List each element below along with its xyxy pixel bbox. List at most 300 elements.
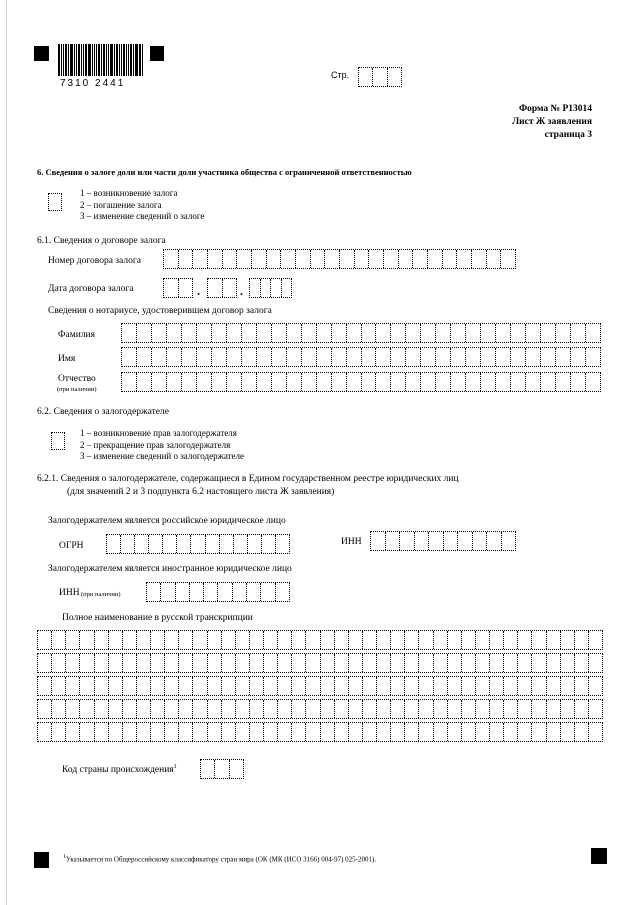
input-cell[interactable] [151, 723, 165, 741]
input-cell[interactable] [52, 654, 66, 672]
input-cell[interactable] [179, 631, 193, 649]
input-cell[interactable] [66, 700, 80, 718]
input-cell[interactable] [405, 677, 419, 695]
input-cell[interactable] [306, 700, 320, 718]
input-cell[interactable] [179, 677, 193, 695]
input-cell[interactable] [80, 631, 94, 649]
input-cell[interactable] [405, 700, 419, 718]
input-cell[interactable] [526, 324, 541, 342]
input-cell[interactable] [317, 324, 332, 342]
input-cell[interactable] [349, 677, 363, 695]
input-cell[interactable] [95, 631, 109, 649]
input-cell[interactable] [193, 723, 207, 741]
fullname-field-row-1[interactable] [37, 630, 603, 650]
input-cell[interactable] [222, 677, 236, 695]
input-cell[interactable] [137, 723, 151, 741]
input-cell[interactable] [222, 631, 236, 649]
input-cell[interactable] [490, 723, 504, 741]
input-cell[interactable] [151, 631, 165, 649]
input-cell[interactable] [571, 373, 586, 391]
input-cell[interactable] [541, 324, 556, 342]
input-cell[interactable] [95, 723, 109, 741]
input-cell[interactable] [332, 324, 347, 342]
input-cell[interactable] [208, 654, 222, 672]
input-cell[interactable] [292, 654, 306, 672]
input-cell[interactable] [250, 700, 264, 718]
input-cell[interactable] [362, 324, 377, 342]
page-number-field[interactable] [358, 67, 402, 87]
input-cell[interactable] [575, 631, 589, 649]
input-cell[interactable] [109, 631, 123, 649]
input-cell[interactable] [391, 348, 406, 366]
input-cell[interactable] [556, 373, 571, 391]
notary-patronymic-field[interactable] [121, 372, 601, 392]
input-cell[interactable] [242, 348, 257, 366]
input-cell[interactable] [107, 535, 121, 553]
input-cell[interactable] [575, 677, 589, 695]
input-cell[interactable] [561, 700, 575, 718]
input-cell[interactable] [236, 700, 250, 718]
input-cell[interactable] [250, 654, 264, 672]
input-cell[interactable] [504, 700, 518, 718]
input-cell[interactable] [264, 700, 278, 718]
input-cell[interactable] [236, 631, 250, 649]
input-cell[interactable] [376, 324, 391, 342]
input-cell[interactable] [496, 348, 511, 366]
input-cell[interactable] [278, 723, 292, 741]
input-cell[interactable] [448, 677, 462, 695]
input-cell[interactable] [490, 631, 504, 649]
input-cell[interactable] [575, 700, 589, 718]
input-cell[interactable] [257, 373, 272, 391]
input-cell[interactable] [496, 373, 511, 391]
input-cell[interactable] [190, 583, 204, 601]
input-cell[interactable] [518, 723, 532, 741]
input-cell[interactable] [122, 324, 137, 342]
input-cell[interactable] [363, 700, 377, 718]
fullname-field-row-5[interactable] [37, 722, 603, 742]
input-cell[interactable] [332, 348, 347, 366]
input-cell[interactable] [391, 631, 405, 649]
input-cell[interactable] [193, 654, 207, 672]
input-cell[interactable] [212, 373, 227, 391]
input-cell[interactable] [151, 677, 165, 695]
input-cell[interactable] [502, 532, 516, 550]
input-cell[interactable] [201, 760, 215, 778]
input-cell[interactable] [165, 631, 179, 649]
notary-surname-field[interactable] [121, 323, 601, 343]
input-cell[interactable] [526, 348, 541, 366]
input-cell[interactable] [466, 348, 481, 366]
input-cell[interactable] [208, 700, 222, 718]
input-cell[interactable] [363, 631, 377, 649]
input-cell[interactable] [167, 348, 182, 366]
input-cell[interactable] [137, 700, 151, 718]
input-cell[interactable] [252, 250, 267, 268]
input-cell[interactable] [321, 723, 335, 741]
input-cell[interactable] [405, 654, 419, 672]
input-cell[interactable] [257, 324, 272, 342]
input-cell[interactable] [95, 700, 109, 718]
input-cell[interactable] [355, 250, 370, 268]
input-cell[interactable] [182, 348, 197, 366]
input-cell[interactable] [121, 535, 135, 553]
input-cell[interactable] [179, 723, 193, 741]
input-cell[interactable] [496, 324, 511, 342]
input-cell[interactable] [292, 677, 306, 695]
input-cell[interactable] [541, 348, 556, 366]
input-cell[interactable] [349, 631, 363, 649]
input-cell[interactable] [80, 723, 94, 741]
input-cell[interactable] [589, 654, 602, 672]
input-cell[interactable] [547, 677, 561, 695]
input-cell[interactable] [222, 700, 236, 718]
input-cell[interactable] [371, 532, 386, 550]
input-cell[interactable] [317, 373, 332, 391]
input-cell[interactable] [429, 532, 444, 550]
pledge-type-checkbox[interactable] [48, 193, 62, 211]
input-cell[interactable] [250, 279, 261, 297]
input-cell[interactable] [487, 250, 502, 268]
input-cell[interactable] [242, 324, 257, 342]
input-cell[interactable] [242, 373, 257, 391]
input-cell[interactable] [481, 373, 496, 391]
input-cell[interactable] [532, 631, 546, 649]
input-cell[interactable] [561, 631, 575, 649]
input-cell[interactable] [419, 723, 433, 741]
input-cell[interactable] [123, 700, 137, 718]
input-cell[interactable] [212, 324, 227, 342]
input-cell[interactable] [556, 324, 571, 342]
contract-date-day[interactable] [163, 278, 193, 298]
input-cell[interactable] [490, 677, 504, 695]
input-cell[interactable] [448, 700, 462, 718]
input-cell[interactable] [434, 723, 448, 741]
input-cell[interactable] [262, 535, 276, 553]
input-cell[interactable] [321, 677, 335, 695]
input-cell[interactable] [147, 583, 161, 601]
input-cell[interactable] [264, 654, 278, 672]
input-cell[interactable] [458, 532, 473, 550]
input-cell[interactable] [462, 631, 476, 649]
input-cell[interactable] [197, 324, 212, 342]
input-cell[interactable] [264, 723, 278, 741]
input-cell[interactable] [227, 348, 242, 366]
input-cell[interactable] [335, 723, 349, 741]
input-cell[interactable] [419, 700, 433, 718]
input-cell[interactable] [481, 348, 496, 366]
input-cell[interactable] [278, 677, 292, 695]
input-cell[interactable] [419, 654, 433, 672]
input-cell[interactable] [236, 677, 250, 695]
input-cell[interactable] [227, 373, 242, 391]
input-cell[interactable] [466, 324, 481, 342]
inn-field[interactable] [370, 531, 516, 551]
input-cell[interactable] [163, 535, 177, 553]
input-cell[interactable] [164, 279, 179, 297]
input-cell[interactable] [302, 324, 317, 342]
input-cell[interactable] [38, 700, 52, 718]
input-cell[interactable] [434, 631, 448, 649]
input-cell[interactable] [165, 700, 179, 718]
input-cell[interactable] [501, 250, 515, 268]
input-cell[interactable] [487, 532, 502, 550]
input-cell[interactable] [436, 324, 451, 342]
input-cell[interactable] [406, 373, 421, 391]
input-cell[interactable] [428, 250, 443, 268]
input-cell[interactable] [80, 677, 94, 695]
input-cell[interactable] [490, 654, 504, 672]
input-cell[interactable] [376, 348, 391, 366]
input-cell[interactable] [38, 631, 52, 649]
input-cell[interactable] [220, 535, 234, 553]
input-cell[interactable] [208, 723, 222, 741]
input-cell[interactable] [248, 535, 262, 553]
input-cell[interactable] [586, 348, 600, 366]
input-cell[interactable] [287, 348, 302, 366]
input-cell[interactable] [52, 700, 66, 718]
input-cell[interactable] [511, 348, 526, 366]
input-cell[interactable] [306, 677, 320, 695]
input-cell[interactable] [377, 654, 391, 672]
input-cell[interactable] [95, 654, 109, 672]
input-cell[interactable] [476, 654, 490, 672]
input-cell[interactable] [296, 250, 311, 268]
input-cell[interactable] [287, 324, 302, 342]
input-cell[interactable] [250, 677, 264, 695]
input-cell[interactable] [122, 373, 137, 391]
input-cell[interactable] [317, 348, 332, 366]
input-cell[interactable] [391, 700, 405, 718]
input-cell[interactable] [444, 532, 459, 550]
input-cell[interactable] [264, 677, 278, 695]
foreign-inn-field[interactable] [146, 582, 290, 602]
input-cell[interactable] [462, 654, 476, 672]
contract-date-month[interactable] [207, 278, 237, 298]
input-cell[interactable] [38, 654, 52, 672]
input-cell[interactable] [462, 700, 476, 718]
input-cell[interactable] [182, 324, 197, 342]
input-cell[interactable] [135, 535, 149, 553]
input-cell[interactable] [571, 324, 586, 342]
input-cell[interactable] [164, 250, 179, 268]
input-cell[interactable] [152, 373, 167, 391]
input-cell[interactable] [151, 700, 165, 718]
input-cell[interactable] [541, 373, 556, 391]
input-cell[interactable] [476, 631, 490, 649]
input-cell[interactable] [589, 723, 602, 741]
input-cell[interactable] [448, 654, 462, 672]
input-cell[interactable] [547, 631, 561, 649]
input-cell[interactable] [222, 723, 236, 741]
input-cell[interactable] [349, 723, 363, 741]
input-cell[interactable] [208, 250, 223, 268]
input-cell[interactable] [208, 279, 223, 297]
input-cell[interactable] [272, 324, 287, 342]
input-cell[interactable] [123, 654, 137, 672]
input-cell[interactable] [152, 324, 167, 342]
input-cell[interactable] [532, 654, 546, 672]
input-cell[interactable] [282, 279, 292, 297]
input-cell[interactable] [448, 723, 462, 741]
input-cell[interactable] [38, 723, 52, 741]
input-cell[interactable] [377, 700, 391, 718]
input-cell[interactable] [532, 723, 546, 741]
input-cell[interactable] [212, 348, 227, 366]
input-cell[interactable] [561, 677, 575, 695]
input-cell[interactable] [321, 654, 335, 672]
input-cell[interactable] [391, 677, 405, 695]
input-cell[interactable] [193, 631, 207, 649]
input-cell[interactable] [52, 631, 66, 649]
input-cell[interactable] [451, 348, 466, 366]
input-cell[interactable] [511, 324, 526, 342]
input-cell[interactable] [66, 677, 80, 695]
input-cell[interactable] [504, 654, 518, 672]
input-cell[interactable] [349, 700, 363, 718]
input-cell[interactable] [109, 700, 123, 718]
input-cell[interactable] [406, 348, 421, 366]
input-cell[interactable] [278, 631, 292, 649]
input-cell[interactable] [518, 654, 532, 672]
input-cell[interactable] [109, 677, 123, 695]
input-cell[interactable] [66, 654, 80, 672]
contract-number-field[interactable] [163, 249, 516, 269]
fullname-field-row-2[interactable] [37, 653, 603, 673]
input-cell[interactable] [165, 723, 179, 741]
input-cell[interactable] [490, 700, 504, 718]
input-cell[interactable] [462, 677, 476, 695]
input-cell[interactable] [292, 700, 306, 718]
input-cell[interactable] [391, 373, 406, 391]
input-cell[interactable] [561, 723, 575, 741]
input-cell[interactable] [589, 631, 602, 649]
input-cell[interactable] [377, 677, 391, 695]
input-cell[interactable] [332, 373, 347, 391]
input-cell[interactable] [415, 532, 430, 550]
input-cell[interactable] [272, 373, 287, 391]
input-cell[interactable] [218, 583, 232, 601]
input-cell[interactable] [223, 250, 238, 268]
input-cell[interactable] [80, 654, 94, 672]
input-cell[interactable] [122, 348, 137, 366]
input-cell[interactable] [448, 631, 462, 649]
input-cell[interactable] [247, 583, 261, 601]
input-cell[interactable] [80, 700, 94, 718]
input-cell[interactable] [197, 373, 212, 391]
input-cell[interactable] [419, 631, 433, 649]
input-cell[interactable] [193, 700, 207, 718]
input-cell[interactable] [362, 348, 377, 366]
input-cell[interactable] [306, 654, 320, 672]
input-cell[interactable] [278, 654, 292, 672]
input-cell[interactable] [405, 723, 419, 741]
input-cell[interactable] [504, 631, 518, 649]
input-cell[interactable] [476, 700, 490, 718]
input-cell[interactable] [292, 631, 306, 649]
input-cell[interactable] [476, 723, 490, 741]
input-cell[interactable] [526, 373, 541, 391]
input-cell[interactable] [349, 654, 363, 672]
input-cell[interactable] [236, 723, 250, 741]
input-cell[interactable] [362, 373, 377, 391]
input-cell[interactable] [575, 654, 589, 672]
input-cell[interactable] [532, 700, 546, 718]
input-cell[interactable] [384, 250, 399, 268]
input-cell[interactable] [276, 583, 289, 601]
input-cell[interactable] [340, 250, 355, 268]
input-cell[interactable] [586, 373, 600, 391]
ogrn-field[interactable] [106, 534, 290, 554]
input-cell[interactable] [589, 677, 602, 695]
input-cell[interactable] [561, 654, 575, 672]
input-cell[interactable] [208, 631, 222, 649]
input-cell[interactable] [95, 677, 109, 695]
input-cell[interactable] [161, 583, 175, 601]
input-cell[interactable] [261, 583, 275, 601]
input-cell[interactable] [434, 654, 448, 672]
input-cell[interactable] [109, 654, 123, 672]
input-cell[interactable] [52, 723, 66, 741]
input-cell[interactable] [182, 373, 197, 391]
input-cell[interactable] [532, 677, 546, 695]
input-cell[interactable] [451, 324, 466, 342]
input-cell[interactable] [271, 279, 282, 297]
input-cell[interactable] [292, 723, 306, 741]
input-cell[interactable] [287, 373, 302, 391]
input-cell[interactable] [472, 250, 487, 268]
input-cell[interactable] [335, 700, 349, 718]
input-cell[interactable] [38, 677, 52, 695]
input-cell[interactable] [311, 250, 326, 268]
input-cell[interactable] [137, 677, 151, 695]
input-cell[interactable] [227, 324, 242, 342]
input-cell[interactable] [66, 723, 80, 741]
input-cell[interactable] [369, 250, 384, 268]
input-cell[interactable] [179, 700, 193, 718]
input-cell[interactable] [208, 677, 222, 695]
input-cell[interactable] [123, 723, 137, 741]
fullname-field-row-3[interactable] [37, 676, 603, 696]
input-cell[interactable] [436, 348, 451, 366]
input-cell[interactable] [511, 373, 526, 391]
input-cell[interactable] [504, 677, 518, 695]
input-cell[interactable] [335, 677, 349, 695]
input-cell[interactable] [137, 373, 152, 391]
input-cell[interactable] [179, 654, 193, 672]
input-cell[interactable] [165, 677, 179, 695]
input-cell[interactable] [451, 373, 466, 391]
fullname-field-row-4[interactable] [37, 699, 603, 719]
input-cell[interactable] [347, 373, 362, 391]
input-cell[interactable] [167, 324, 182, 342]
input-cell[interactable] [257, 348, 272, 366]
input-cell[interactable] [434, 700, 448, 718]
input-cell[interactable] [234, 535, 248, 553]
input-cell[interactable] [462, 723, 476, 741]
pledgeholder-type-checkbox[interactable] [51, 432, 65, 450]
input-cell[interactable] [165, 654, 179, 672]
input-cell[interactable] [321, 631, 335, 649]
input-cell[interactable] [457, 250, 472, 268]
input-cell[interactable] [167, 373, 182, 391]
input-cell[interactable] [236, 654, 250, 672]
input-cell[interactable] [347, 348, 362, 366]
input-cell[interactable] [237, 250, 252, 268]
input-cell[interactable] [518, 631, 532, 649]
input-cell[interactable] [302, 373, 317, 391]
input-cell[interactable] [250, 723, 264, 741]
